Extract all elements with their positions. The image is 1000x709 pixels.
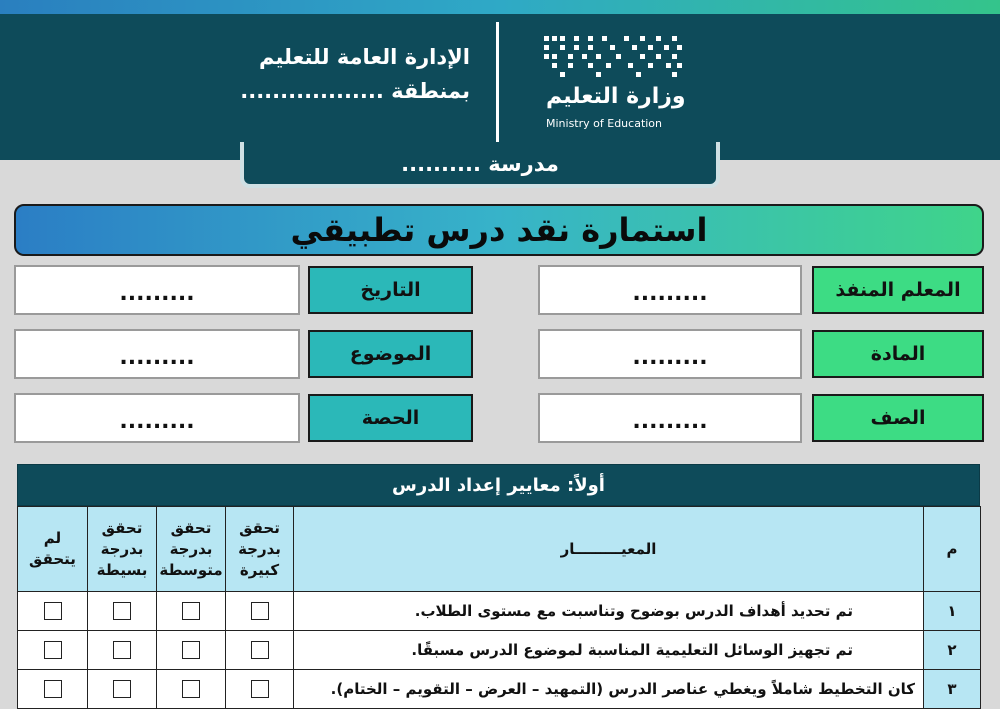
header-divider: [496, 22, 499, 142]
header-low: تحقق بدرجة بسيطة: [88, 507, 157, 592]
date-label: التاريخ: [308, 266, 473, 314]
ministry-logo: [540, 32, 690, 132]
subject-field[interactable]: .........: [538, 329, 802, 379]
header-mid: تحقق بدرجة متوسطة: [157, 507, 226, 592]
row-number: ٢: [924, 631, 981, 670]
checkbox-low[interactable]: [113, 641, 131, 659]
top-gradient-strip: [0, 0, 1000, 14]
logo-arabic-text: وزارة التعليم: [546, 84, 686, 109]
table-row: [18, 631, 981, 670]
row-number: ١: [924, 592, 981, 631]
form-title: استمارة نقد درس تطبيقي: [14, 204, 984, 256]
class-label: الصف: [812, 394, 984, 442]
department-line-1: الإدارة العامة للتعليم: [259, 45, 470, 69]
checkbox-low[interactable]: [113, 680, 131, 698]
header-criterion: المعيـــــــــار: [294, 507, 924, 592]
class-field[interactable]: .........: [538, 393, 802, 443]
table-row: [18, 592, 981, 631]
header-band: [0, 0, 1000, 160]
teacher-label: المعلم المنفذ: [812, 266, 984, 314]
date-field[interactable]: .........: [14, 265, 300, 315]
logo-english-text: Ministry of Education: [546, 117, 663, 130]
checkbox-mid[interactable]: [182, 641, 200, 659]
row-number: ٣: [924, 670, 981, 709]
checkbox-mid[interactable]: [182, 602, 200, 620]
school-name-tab[interactable]: مدرسة ..........: [240, 142, 720, 188]
header-num: م: [924, 507, 981, 592]
row-criterion: تم تجهيز الوسائل التعليمية المناسبة لموضوع الدرس مسبقًا.: [294, 631, 924, 670]
period-field[interactable]: .........: [14, 393, 300, 443]
checkbox-mid[interactable]: [182, 680, 200, 698]
checkbox-high[interactable]: [251, 680, 269, 698]
row-criterion: كان التخطيط شاملاً ويغطي عناصر الدرس (التمهيد – العرض – التقويم – الختام).: [294, 670, 924, 709]
header-none: لم يتحقق: [18, 507, 88, 592]
logo-dots-icon: [544, 36, 684, 80]
checkbox-low[interactable]: [113, 602, 131, 620]
section-title: أولاً: معايير إعداد الدرس: [17, 464, 980, 506]
checkbox-high[interactable]: [251, 602, 269, 620]
criteria-table: [17, 506, 981, 709]
checkbox-none[interactable]: [44, 680, 62, 698]
table-row: [18, 670, 981, 709]
department-line-2: بمنطقة ..................: [240, 79, 470, 103]
row-criterion: تم تحديد أهداف الدرس بوضوح وتناسبت مع مستوى الطلاب.: [294, 592, 924, 631]
checkbox-none[interactable]: [44, 602, 62, 620]
checkbox-high[interactable]: [251, 641, 269, 659]
header-high: تحقق بدرجة كبيرة: [226, 507, 294, 592]
table-header-row: [18, 507, 981, 592]
topic-field[interactable]: .........: [14, 329, 300, 379]
topic-label: الموضوع: [308, 330, 473, 378]
period-label: الحصة: [308, 394, 473, 442]
department-title: [240, 40, 470, 108]
checkbox-none[interactable]: [44, 641, 62, 659]
teacher-field[interactable]: .........: [538, 265, 802, 315]
subject-label: المادة: [812, 330, 984, 378]
